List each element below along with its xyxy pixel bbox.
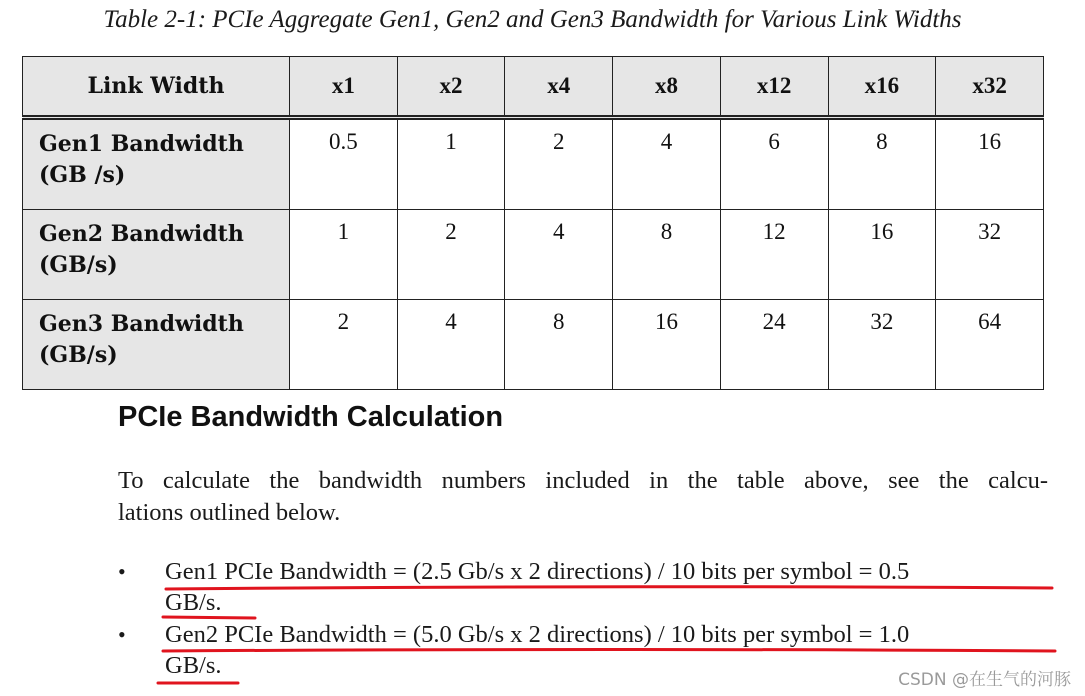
table-cell: 0.5 — [290, 118, 398, 210]
list-item-line: GB/s. — [165, 652, 222, 679]
row-label-line2: (GB/s) — [39, 252, 118, 278]
header-cell-x2: x2 — [397, 57, 505, 118]
row-label-line1: Gen1 Bandwidth — [39, 131, 244, 157]
table-row-gen3 — [23, 300, 1044, 390]
table-cell: 2 — [397, 210, 505, 300]
intro-line: lations outlined below. — [118, 499, 341, 526]
bullet-icon: • — [118, 559, 126, 584]
table-cell: 8 — [613, 210, 721, 300]
row-label-line2: (GB /s) — [39, 162, 126, 188]
table-cell: 4 — [613, 118, 721, 210]
table-cell: 16 — [936, 118, 1044, 210]
intro-paragraph — [118, 465, 1048, 529]
bandwidth-table — [22, 56, 1044, 390]
list-item-line: GB/s. — [165, 589, 222, 616]
table-cell: 1 — [290, 210, 398, 300]
table-cell: 6 — [720, 118, 828, 210]
watermark: CSDN @在生气的河豚 — [898, 670, 1071, 690]
table-cell: 2 — [290, 300, 398, 390]
table-header-row — [23, 57, 1044, 118]
calculation-list — [118, 556, 1053, 682]
row-label-gen2 — [23, 210, 290, 300]
table-cell: 16 — [828, 210, 936, 300]
table-cell: 8 — [828, 118, 936, 210]
table-cell: 16 — [613, 300, 721, 390]
list-item — [118, 556, 1053, 618]
table-cell: 24 — [720, 300, 828, 390]
table-row-gen2 — [23, 210, 1044, 300]
header-cell-x8: x8 — [613, 57, 721, 118]
row-label-line2: (GB/s) — [39, 342, 118, 368]
table-cell: 32 — [936, 210, 1044, 300]
header-cell-x16: x16 — [828, 57, 936, 118]
header-cell-link-width: Link Width — [23, 57, 290, 118]
table-cell: 4 — [397, 300, 505, 390]
table-cell: 1 — [397, 118, 505, 210]
section-title: PCIe Bandwidth Calculation — [118, 401, 504, 433]
row-label-line1: Gen3 Bandwidth — [39, 311, 244, 337]
list-item-line: Gen1 PCIe Bandwidth = (2.5 Gb/s x 2 directions) / 10 bits per symbol = 0.5 — [165, 558, 910, 585]
row-label-line1: Gen2 Bandwidth — [39, 221, 244, 247]
list-item-line: Gen2 PCIe Bandwidth = (5.0 Gb/s x 2 directions) / 10 bits per symbol = 1.0 — [165, 621, 910, 648]
table-cell: 2 — [505, 118, 613, 210]
table-row-gen1 — [23, 118, 1044, 210]
bullet-icon: • — [118, 622, 126, 647]
table-cell: 4 — [505, 210, 613, 300]
row-label-gen3 — [23, 300, 290, 390]
header-cell-x4: x4 — [505, 57, 613, 118]
row-label-gen1 — [23, 118, 290, 210]
header-cell-x12: x12 — [720, 57, 828, 118]
header-cell-x32: x32 — [936, 57, 1044, 118]
header-cell-x1: x1 — [290, 57, 398, 118]
table-cell: 64 — [936, 300, 1044, 390]
intro-line: To calculate the bandwidth numbers included in the table above, see the calcu- — [118, 467, 1048, 494]
table-cell: 32 — [828, 300, 936, 390]
table-caption: Table 2-1: PCIe Aggregate Gen1, Gen2 and Gen3 Bandwidth for Various Link Widths — [103, 6, 962, 33]
table-cell: 12 — [720, 210, 828, 300]
table-cell: 8 — [505, 300, 613, 390]
